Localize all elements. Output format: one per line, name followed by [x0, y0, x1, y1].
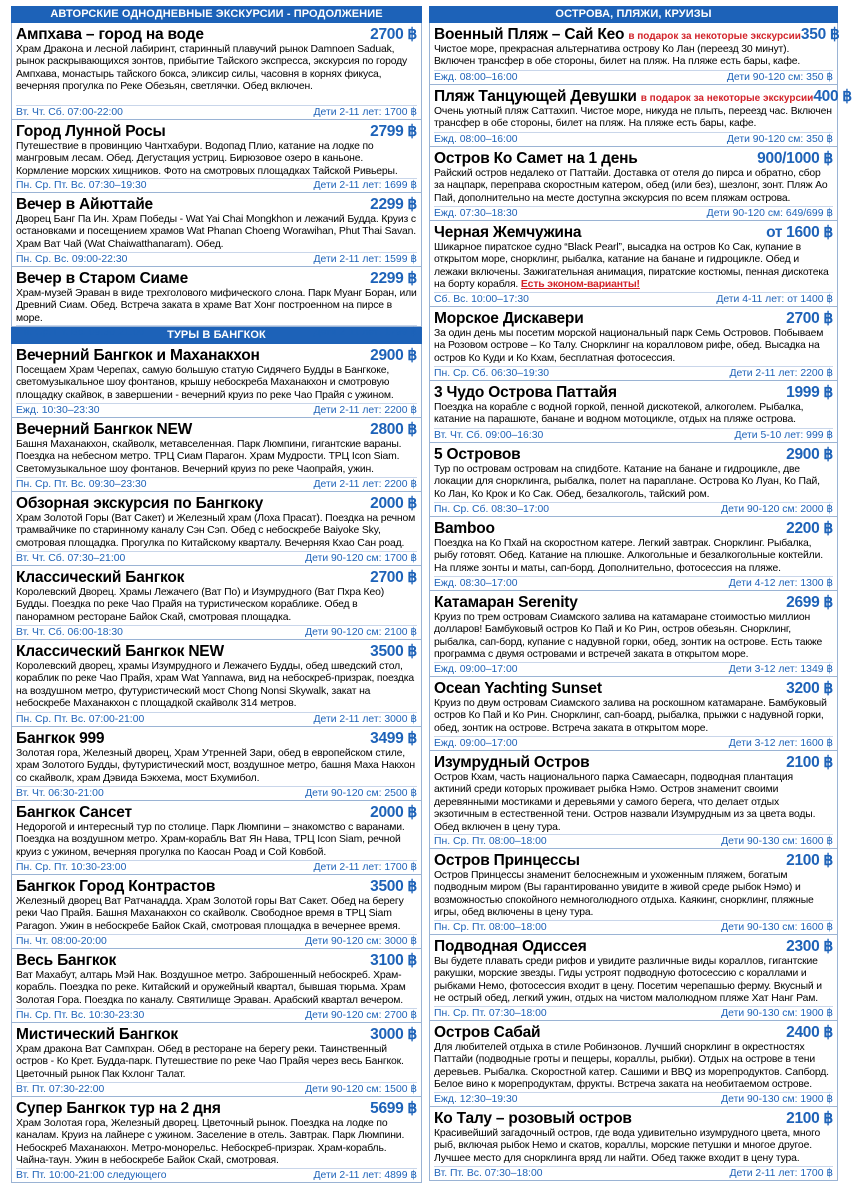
tour-price: 2100 ฿	[786, 754, 833, 771]
tour-title: Остров Сабай	[434, 1024, 541, 1041]
tour-kids-price: Дети 2-11 лет: 4899 ฿	[313, 1170, 417, 1181]
tour-footer	[434, 206, 833, 220]
tour-price: 2100 ฿	[786, 1110, 833, 1127]
tour-title: Черная Жемчужина	[434, 224, 582, 241]
tour-card	[429, 517, 838, 591]
tour-card	[11, 418, 422, 492]
right-column	[429, 6, 852, 1200]
tour-footer	[16, 786, 417, 800]
tour-title: Вечерний Бангкок и Маханакхон	[16, 347, 260, 364]
tour-schedule: Пн. Ср. Сб. 08:30–17:00	[434, 504, 550, 515]
tour-kids-price: Дети 90-120 см: 350 ฿	[726, 134, 833, 145]
tour-title: Вечерний Бангкок NEW	[16, 421, 193, 438]
tour-kids-price: Дети 90-120 см: 1500 ฿	[305, 1084, 417, 1095]
tour-card	[429, 935, 838, 1021]
tour-card	[11, 640, 422, 727]
tour-footer	[16, 477, 417, 491]
tour-schedule: Пн. Ср. Вс. 09:00-22:30	[16, 254, 128, 265]
tour-card	[11, 492, 422, 566]
tour-card	[11, 193, 422, 267]
tour-footer	[434, 662, 833, 676]
tour-description	[434, 168, 833, 205]
tour-description	[16, 896, 417, 933]
tour-header	[16, 877, 417, 896]
tour-schedule: Вт. Пт. Вс. 07:30–18:00	[434, 1168, 543, 1179]
tour-description-text: Остров Принцессы знаменит белоснежным и ухоженным пляжем, богатым подводным миром (Вы гарантированно увидите в живой среде рыбок Нэмо) и возможностью спокойного немноголюдного отдыха. Каякинг, снорклинг, пляжные игры, обед включены в цену тура.	[434, 870, 814, 919]
tour-description	[434, 44, 833, 69]
tour-header	[434, 309, 833, 328]
tour-kids-price: Дети 2-11 лет: 1799 ฿	[313, 327, 417, 339]
tour-description	[434, 402, 833, 427]
tour-description-text: Круиз по трем островам Сиамского залива на катамаране стоимостью миллион долларов! Бамбуковый остров Ко Пай и Ко Рин, остров обезьян. Снорклинг, рыбалка, сап-борд, купание с надувной горки, обед, зонтик на острове. Есть также программа с двумя островами и встречей заката в открытом море.	[434, 612, 823, 661]
tour-card	[11, 1023, 422, 1097]
tour-kids-price: Дети 2-11 лет: 1700 ฿	[313, 862, 417, 873]
tour-price: 3200 ฿	[786, 680, 833, 697]
tour-title: Супер Бангкок тур на 2 дня	[16, 1100, 221, 1117]
tour-description-text: Дворец Банг Па Ин. Храм Победы - Wat Yai Chai Mongkhon и лежачий Будда. Круиз с остановками и посещением храмов Wat Phanan Choeng Worawihan, Phut Thai Savan. Храм Ват Чай (Wat Chaiwatthanaram). Обед.	[16, 214, 417, 250]
tour-description	[434, 328, 833, 365]
tour-price: 2400 ฿	[786, 1024, 833, 1041]
tour-description	[16, 214, 417, 251]
bangkok-tours-list	[11, 344, 422, 1183]
gift-note: в подарок за некоторые экскурсии	[640, 93, 814, 104]
tour-description-text: Башня Маханакхон, скайволк, метавселенная. Парк Люмпини, гигантские вараны. Поездка на небесном метро. ТРЦ Сиам Парагон. Храм Мудрости. ТРЦ Icon Siam. Светомузыкальное шоу фонтанов. Вечерний круиз по реке Чаопрайя, ужин.	[16, 439, 402, 475]
tour-price: 2100 ฿	[786, 852, 833, 869]
tour-footer	[434, 70, 833, 84]
tour-description	[16, 1044, 417, 1081]
tour-price: 2000 ฿	[370, 495, 417, 512]
tour-footer	[16, 1082, 417, 1096]
tour-kids-price: Дети 5-10 лет: 999 ฿	[734, 430, 833, 441]
tour-schedule: Ежд. 08:00–16:00	[434, 134, 518, 145]
tour-header	[16, 1025, 417, 1044]
tour-schedule: Ежд. 09:00–17:00	[434, 738, 518, 749]
tour-description	[434, 612, 833, 662]
tour-header	[434, 851, 833, 870]
tour-schedule: Ежд. 12:30–19:30	[434, 1094, 518, 1105]
tour-kids-price: Дети 90-130 см: 1600 ฿	[721, 922, 833, 933]
tour-schedule: Пн. Ср. Пт. Вс. 10:30-23:30	[16, 1010, 145, 1021]
tour-description	[434, 538, 833, 575]
tour-schedule: Пн. Ср. Пт. Вс. 07:30–19:30	[16, 180, 147, 192]
tour-description	[434, 870, 833, 920]
tour-price: 2700 ฿	[786, 310, 833, 327]
tour-card	[429, 1107, 838, 1181]
tour-kids-price: Дети 90-130 см: 1600 ฿	[721, 836, 833, 848]
tour-footer	[434, 366, 833, 380]
tour-title: Вечер в Айюттайе	[16, 196, 153, 213]
tour-footer	[16, 934, 417, 948]
tour-price: 900/1000 ฿	[757, 150, 833, 167]
tour-price: 1999 ฿	[786, 384, 833, 401]
tour-price: 5699 ฿	[370, 1100, 417, 1117]
tour-footer	[434, 1006, 833, 1020]
tour-kids-price: Дети 2-11 лет: 2200 ฿	[729, 368, 833, 379]
tour-title: Остров Ко Самет на 1 день	[434, 150, 638, 167]
tour-description-text: Очень уютный пляж Саттахип. Чистое море, никуда не плыть, переезд час. Включен трансфер в обе стороны, билет на пляж. На пляже есть бары, кафе.	[434, 106, 832, 130]
tour-title: Вечер в Старом Сиаме	[16, 270, 188, 287]
tour-description-text: Круиз по двум островам Сиамского залива на роскошном катамаране. Бамбуковый остров Ко Пай и Ко Рин. Снорклинг, сап-боард, рыбалка, прыжки с надувной горки, обед, зонтик на острове. Встреча заката в открытом море.	[434, 698, 827, 734]
tour-title: Ocean Yachting Sunset	[434, 680, 602, 697]
tour-description-text: Поездка на корабле с водной горкой, пенной дискотекой, алкоголем. Рыбалка, катание на парашюте, банане и водном мотоцикле, отдых на пляже острова.	[434, 402, 804, 426]
tour-description	[16, 365, 417, 402]
tour-header	[434, 87, 852, 106]
tour-schedule: Вт. Чт. Сб. 07:30–21:00	[16, 553, 126, 564]
tour-footer	[434, 736, 833, 750]
tour-card	[429, 147, 838, 221]
tour-header	[16, 269, 417, 288]
tour-card	[11, 801, 422, 875]
tour-price: 2699 ฿	[786, 594, 833, 611]
economy-options-link[interactable]: Есть эконом-варианты!	[520, 279, 640, 291]
tour-title: Ко Талу – розовый остров	[434, 1110, 632, 1127]
tour-price: 2799 ฿	[370, 123, 417, 140]
tour-header	[434, 937, 833, 956]
tour-footer	[16, 625, 417, 639]
tour-description-text: Храм-музей Эраван в виде трехголового мифического слона. Парк Муанг Боран, или Древний Сиам. Обед. Встреча заката в храме Ват Хонг построенном на пирсе в море.	[16, 288, 417, 324]
tour-title: Бангкок Город Контрастов	[16, 878, 216, 895]
tour-schedule: Ежд. 10:30–23:30	[16, 405, 100, 416]
tour-card	[429, 307, 838, 381]
tour-kids-price: Дети 3-12 лет: 1600 ฿	[728, 738, 833, 749]
tour-schedule: Вт. Чт. Сб. 06:00-18:30	[16, 627, 123, 638]
tour-title: Весь Бангкок	[16, 952, 117, 969]
tour-price: 2000 ฿	[370, 804, 417, 821]
tour-header	[16, 729, 417, 748]
tour-header	[16, 568, 417, 587]
tour-description	[16, 822, 417, 859]
tour-description	[434, 698, 833, 735]
tour-card	[11, 1097, 422, 1183]
tour-kids-price: Дети 90-120 см: 649/699 ฿	[706, 208, 833, 219]
tour-header	[434, 445, 833, 464]
tour-description	[434, 1128, 833, 1165]
tour-header	[434, 25, 840, 44]
tour-header	[16, 494, 417, 513]
tour-card	[429, 751, 838, 849]
tour-schedule: Пн. Ср. Пт. Вс. 09:30-21:00	[16, 327, 145, 339]
tour-title: Бангкок Сансет	[16, 804, 132, 821]
tour-title: Классический Бангкок NEW	[16, 643, 224, 660]
tour-card	[11, 120, 422, 193]
tour-title: Ампхава – город на воде	[16, 26, 204, 43]
tour-kids-price: Дети 90-130 см: 1900 ฿	[721, 1094, 833, 1105]
tour-price: 3499 ฿	[370, 730, 417, 747]
tour-description-text: Королевский дворец, храмы Изумрудного и Лежачего Будды, обед шведский стол, кораблик по реке Чао Прайя, храм Wat Yannawa, вид на небоскреб-призрак, поездка на воздушном метро, футуристический мост Chong Nonsi Skywalk, закат на небоскребе Маханакхон с площадкой скайволк 314 метров.	[16, 661, 414, 710]
tour-header	[434, 1109, 833, 1128]
tour-card	[11, 727, 422, 801]
tour-price: 3500 ฿	[370, 878, 417, 895]
tour-kids-price: Дети 90-120 см: 2500 ฿	[305, 788, 417, 799]
tour-description-text: Храм дракона Ват Сампхран. Обед в ресторане на берегу реки. Таинственный остров - Ко Крет. Будда-парк. Путешествие по реке Чао Прайя через весь Бангкок. Цветочный рынок Пак Кхлонг Талат.	[16, 1044, 404, 1080]
tour-schedule: Пн. Ср. Пт. 08:00–18:00	[434, 922, 547, 933]
tour-kids-price: Дети 3-12 лет: 1349 ฿	[728, 664, 833, 675]
tour-price: от 1600 ฿	[766, 224, 833, 241]
tour-schedule: Пн. Ср. Пт. 07:30–18:00	[434, 1008, 547, 1019]
tour-footer	[16, 1168, 417, 1182]
tour-card	[11, 566, 422, 640]
tour-card	[429, 381, 838, 443]
tour-kids-price: Дети 90-120 см: 2100 ฿	[305, 627, 417, 638]
tour-title: Бангкок 999	[16, 730, 105, 747]
tour-kids-price: Дети 90-120 см: 2700 ฿	[305, 1010, 417, 1021]
tour-description-text: Недорогой и интересный тур по столице. Парк Люмпини – знакомство с варанами. Поездка на воздушном метро. Храм-корабль Ват Ян Нава, ТРЦ Icon Siam, речной круиз с ужином, вечерняя прогулка по Каосан Роад и Сой Ковбой.	[16, 822, 405, 858]
tour-price: 3100 ฿	[370, 952, 417, 969]
tour-schedule: Пн. Ср. Пт. 10:30-23:00	[16, 862, 127, 873]
tour-kids-price: Дети 2-11 лет: 1700 ฿	[729, 1168, 833, 1179]
tour-description	[16, 970, 417, 1007]
section-header-islands: ОСТРОВА, ПЛЯЖИ, КРУИЗЫ	[429, 6, 838, 23]
tour-description	[16, 1118, 417, 1168]
tour-description	[16, 288, 417, 325]
tour-title: Классический Бангкок	[16, 569, 185, 586]
tour-card	[11, 949, 422, 1023]
tour-header	[434, 519, 833, 538]
tour-schedule: Вт. Чт. Сб. 09:00–16:30	[434, 430, 544, 441]
tour-description-text: Поездка на Ко Пхай на скоростном катере. Легкий завтрак. Снорклинг. Рыбалка, рыбу готовят. Обед. Катание на плюшке. Алкогольные и безалкогольные коктейли. На пляже зонты и маты, сап-борд. Дополнительно, фотосессия на пляже.	[434, 538, 823, 574]
tour-description-text: Храм Дракона и лесной лабиринт, старинный плавучий рынок Damnoen Saduak, рынок раскрывающихся зонтов, прибытие Тайского экспресса, экскурсия по городу Ампхава, монастырь тайского бокса, эликсир силы, часовня в корнях фикуса, вечерняя прогулка по Реке Обезьян, светлячки. Обед включен.	[16, 44, 408, 93]
tour-card	[429, 85, 852, 147]
tour-description-text: Ват Махабут, алтарь Мэй Нак. Воздушное метро. Заброшенный небоскреб. Храм-корабль. Поездка по реке. Китайский и оружейный квартал, бывшая тюрьма. Храм Золотая Гора. Поездка по каналу. Святилище Эраван. Арабский квартал вечером.	[16, 970, 406, 1006]
tour-schedule: Вт. Пт. 07:30-22:00	[16, 1084, 105, 1095]
tour-header	[434, 679, 833, 698]
tour-title: Город Лунной Росы	[16, 123, 166, 140]
tour-schedule: Вт. Чт. 06:30-21:00	[16, 788, 104, 799]
tour-kids-price: Дети 4-11 лет: от 1400 ฿	[716, 294, 833, 305]
tour-header	[434, 1023, 833, 1042]
tour-schedule: Пн. Ср. Пт. 08:00–18:00	[434, 836, 547, 848]
tour-description	[16, 587, 417, 624]
tour-schedule: Пн. Ср. Сб. 06:30–19:30	[434, 368, 550, 379]
tour-description	[434, 464, 833, 501]
tour-price: 3500 ฿	[370, 643, 417, 660]
tour-kids-price: Дети 2-11 лет: 3000 ฿	[313, 714, 417, 725]
tour-description-text: Для любителей отдыха в стиле Робинзонов. Лучший снорклинг в окрестностях Паттайи (подводные гроты и пещеры, кораллы, рыбки). Отдых на острове в тени деревьев. Рыбалка. Скоростной катер. Сашими и BBQ из морепродуктов. Сапборд. Белое вино к морепродуктам, фрукты. Встреча заката на необитаемом острове.	[434, 1042, 829, 1091]
tour-kids-price: Дети 4-12 лет: 1300 ฿	[728, 578, 833, 589]
tour-description	[16, 661, 417, 711]
tour-description-text: Посещаем Храм Черепах, самую большую статую Сидячего Будды в Бангкоке, светомузыкальное шоу фонтанов, крышу небоскреба Маханакхон и смотровую площадку скайвок, в завершении - вечерний круиз по реке Чао Прайя с ужином.	[16, 365, 394, 401]
tour-kids-price: Дети 90-120 см: 2000 ฿	[721, 504, 833, 515]
tour-description-text: Королевский Дворец. Храмы Лежачего (Ват По) и Изумрудного (Ват Пхра Кео) Будды. Поездка по реке Чао Прайя на туристическом кораблике. Обед в панорамном ресторане Байок Скай, смотровая площадка.	[16, 587, 385, 623]
tour-price: 2299 ฿	[370, 196, 417, 213]
tour-schedule: Пн. Чт. 08:00-20:00	[16, 936, 107, 947]
tour-description-text: Красивейший загадочный остров, где вода удивительно изумрудного цвета, много рыб, включая рыбок Немо и скатов, кораллы, морские петушки и многое другое. Лучшее место для снорклинга вряд ли найти. Обед также входит в цену тура.	[434, 1128, 821, 1164]
tour-card	[11, 344, 422, 418]
tour-description-text: Железный дворец Ват Ратчанадда. Храм Золотой горы Ват Сакет. Обед на берегу реки Чао Прайя. Башня Маханакхон со скайволк. Свободное время в ТРЦ Siam Paragon. Ужин в небоскребе Байок Скай, смотровая площадка в вечернее время.	[16, 896, 404, 932]
tour-kids-price: Дети 90-120 см: 3000 ฿	[305, 936, 417, 947]
islands-tours-list	[429, 23, 852, 1181]
tour-description	[16, 141, 417, 178]
tour-description-text: Остров Кхам, часть национального парка Самаесарн, подводная плантация актиний среди которых проживает рыбка Нэмо. Остров знаменит своими деревянными мостиками и деревьями у самого берега, что делает отдых экзотичным в естественной тени. Остров назвали Изумрудным из за цвета воды. Обед включен в цену тура.	[434, 772, 816, 833]
tour-header	[434, 383, 833, 402]
tour-description-text: Чистое море, прекрасная альтернатива острову Ко Лан (переезд 30 минут). Включен трансфер в обе стороны, билет на пляж. На пляже есть бары, кафе.	[434, 44, 801, 68]
tour-title: Мистический Бангкок	[16, 1026, 178, 1043]
tour-price: 400 ฿	[813, 88, 852, 105]
tour-footer	[16, 403, 417, 417]
tour-footer	[16, 860, 417, 874]
tour-title: Обзорная экскурсия по Бангкоку	[16, 495, 264, 512]
tour-header	[434, 149, 833, 168]
tour-title: Пляж Танцующей Девушки	[434, 88, 637, 105]
tour-header	[16, 803, 417, 822]
tour-price: 2700 ฿	[370, 569, 417, 586]
tour-footer	[434, 1166, 833, 1180]
tour-kids-price: Дети 90-120 см: 1700 ฿	[305, 553, 417, 564]
tour-description-text: Храм Золотой Горы (Ват Сакет) и Железный храм (Лоха Прасат). Поездка на речном трамвайчике по старинному каналу Сэн Сэп. Обед с небоскребе Baiyoke Sky, смотровая площадка. Прогулка по Китайскому кварталу. Вечерняя Кхао Сан роад.	[16, 513, 416, 549]
tour-description-text: Храм Золотая гора, Железный дворец. Цветочный рынок. Поездка на лодке по каналам. Круиз на лайнере с ужином. Заселение в отель. Завтрак. Парк Люмпини. Небоскреб Маханакхон. Метро-монорельс. Небоскреб-призрак. Храм-корабль. Чайна-таун. Ужин в небоскребе Байок Скай, смотровая.	[16, 1118, 405, 1167]
tour-card	[11, 23, 422, 120]
tour-card	[429, 1021, 838, 1107]
tour-price: 2300 ฿	[786, 938, 833, 955]
tour-header	[16, 1099, 417, 1118]
tour-title: Bamboo	[434, 520, 495, 537]
tour-description	[16, 748, 417, 785]
tour-footer	[16, 1008, 417, 1022]
tour-footer	[434, 292, 833, 306]
tour-kids-price: Дети 2-11 лет: 2200 ฿	[313, 479, 417, 490]
tour-title: 3 Чудо Острова Паттайя	[434, 384, 617, 401]
tour-footer	[16, 105, 417, 119]
tour-price: 2900 ฿	[370, 347, 417, 364]
tour-footer	[434, 834, 833, 848]
tour-card	[429, 677, 838, 751]
tour-footer	[434, 428, 833, 442]
tour-description-text: Шикарное пиратское судно “Black Pearl”, высадка на остров Ко Сак, купание в открытом море, снорклинг, рыбалка, катание на банане и гидроцикле. Обед и лежаки включены. Зажигательная анимация, пиратские костюмы, пенная дискотека на борту корабля.	[434, 242, 829, 291]
tour-footer	[16, 712, 417, 726]
left-column	[11, 6, 422, 1200]
tour-card	[429, 221, 838, 307]
tour-price: 3000 ฿	[370, 1026, 417, 1043]
tour-footer	[434, 576, 833, 590]
tour-card	[429, 443, 838, 517]
tour-footer	[16, 551, 417, 565]
tour-header	[16, 195, 417, 214]
tour-schedule: Ежд. 09:00–17:00	[434, 664, 518, 675]
tour-description	[16, 513, 417, 550]
tour-schedule: Сб. Вс. 10:00–17:30	[434, 294, 529, 305]
tour-schedule: Ежд. 08:30–17:00	[434, 578, 518, 589]
tour-kids-price: Дети 90-130 см: 1900 ฿	[721, 1008, 833, 1019]
tour-description	[16, 439, 417, 476]
section-header-author-tours: АВТОРСКИЕ ОДНОДНЕВНЫЕ ЭКСКУРСИИ - ПРОДОЛЖЕНИЕ	[11, 6, 422, 23]
tour-header	[16, 122, 417, 141]
tour-kids-price: Дети 2-11 лет: 1699 ฿	[313, 180, 417, 192]
tour-description-text: Тур по островам островам на спидботе. Катание на банане и гидроцикле, две локации для снорклинга, рыбалка, полет на параплане. Острова Ко Луан, Ко Пай, Ко Лан, Ко Крок и Ко Сак. Обед, безалкоголь, тайский ром.	[434, 464, 820, 500]
tour-description-text: Золотая гора, Железный дворец, Храм Утренней Зари, обед в европейском стиле, храм Золотого Будды, футуристический мост, воздушное метро, башня Маха Накхон со скайволк, храм Дэвида Бэкхема, мост Бхумибол.	[16, 748, 415, 784]
tour-header	[16, 346, 417, 365]
tour-schedule: Пн. Ср. Пт. Вс. 09:30–23:30	[16, 479, 147, 490]
tour-title: Изумрудный Остров	[434, 754, 590, 771]
gift-note: в подарок за некоторые экскурсии	[628, 31, 801, 42]
tour-description	[434, 242, 833, 292]
tour-card	[429, 23, 838, 85]
tour-header	[16, 25, 417, 44]
tour-description-text: За один день мы посетим морской национальный парк Семь Островов. Побываем на Розовом острове – Ко Талу. Снорклинг на коралловом рифе, обед. Высадка на остров Ко Куди и Ко Кхам, бесплатная фотосессия.	[434, 328, 824, 364]
tour-header	[16, 642, 417, 661]
tour-schedule: Ежд. 08:00–16:00	[434, 72, 518, 83]
tour-price: 2200 ฿	[786, 520, 833, 537]
tour-header	[434, 223, 833, 242]
tour-schedule: Ежд. 07:30–18:30	[434, 208, 518, 219]
tour-schedule: Вт. Чт. Сб. 07:00-22:00	[16, 107, 123, 118]
tour-price: 350 ฿	[800, 26, 840, 43]
tour-card	[429, 591, 838, 677]
tour-description	[16, 44, 417, 94]
tour-title: Катамаран Serenity	[434, 594, 578, 611]
tour-description	[434, 772, 833, 834]
tour-title: Подводная Одиссея	[434, 938, 587, 955]
tour-description-text: Райский остров недалеко от Паттайи. Доставка от отеля до пирса и обратно, сбор за нацпарк, переправа скоростным катером, обед (или без), шезлонг, зонт. Пляж Ао Пай, дополнительно на месте доступна экскурсия по всем пляжам острова.	[434, 168, 828, 204]
tour-schedule: Вт. Пт. 10:00-21:00 следующего	[16, 1170, 167, 1181]
tour-footer	[434, 132, 833, 146]
tour-footer	[16, 178, 417, 192]
tour-title: 5 Островов	[434, 446, 521, 463]
tour-card	[11, 875, 422, 949]
section-header-bangkok-tours: ТУРЫ В БАНГКОК	[11, 327, 422, 344]
tour-footer	[434, 502, 833, 516]
tour-price: 2900 ฿	[786, 446, 833, 463]
tour-description	[434, 1042, 833, 1092]
tour-description-text: Путешествие в провинцию Чантхабури. Водопад Плио, катание на лодке по мангровым лесам. Обед. Дегустация устриц. Бирюзовое озеро в каньоне. Кормление морских хищников. Фото на смотровых площадках Тайской Ривьеры.	[16, 141, 398, 177]
tour-kids-price: Дети 2-11 лет: 2200 ฿	[313, 405, 417, 416]
tour-title: Военный Пляж – Сай Кео	[434, 26, 625, 43]
tour-footer	[16, 252, 417, 266]
tour-price: 2299 ฿	[370, 270, 417, 287]
tour-description	[434, 956, 833, 1006]
tour-kids-price: Дети 2-11 лет: 1599 ฿	[313, 254, 417, 265]
tour-kids-price: Дети 2-11 лет: 1700 ฿	[313, 107, 417, 118]
tour-price: 2700 ฿	[370, 26, 417, 43]
tour-title: Остров Принцессы	[434, 852, 580, 869]
tour-header	[16, 420, 417, 439]
tour-header	[434, 753, 833, 772]
tour-title: Морское Дискавери	[434, 310, 584, 327]
tour-schedule: Пн. Ср. Пт. Вс. 07:00-21:00	[16, 714, 145, 725]
tour-price: 2800 ฿	[370, 421, 417, 438]
tour-description	[434, 106, 833, 131]
tour-footer	[434, 1092, 833, 1106]
tour-header	[434, 593, 833, 612]
tour-kids-price: Дети 90-120 см: 350 ฿	[726, 72, 833, 83]
tour-description-text: Вы будете плавать среди рифов и увидите различные виды кораллов, гигантские ракушки, морские звезды. Гиды устроят подводную фотосессию с кораллами и рыбками Немо, фотосессия входит в цену. Посетим черепашью ферму. Вкусный и не острый обед, легкий ужин, отдых на чистом малолюдном пляже Хат Нанг Рам.	[434, 956, 822, 1005]
tour-header	[16, 951, 417, 970]
tour-footer	[434, 920, 833, 934]
tour-card	[429, 849, 838, 935]
tour-footer	[16, 325, 417, 339]
